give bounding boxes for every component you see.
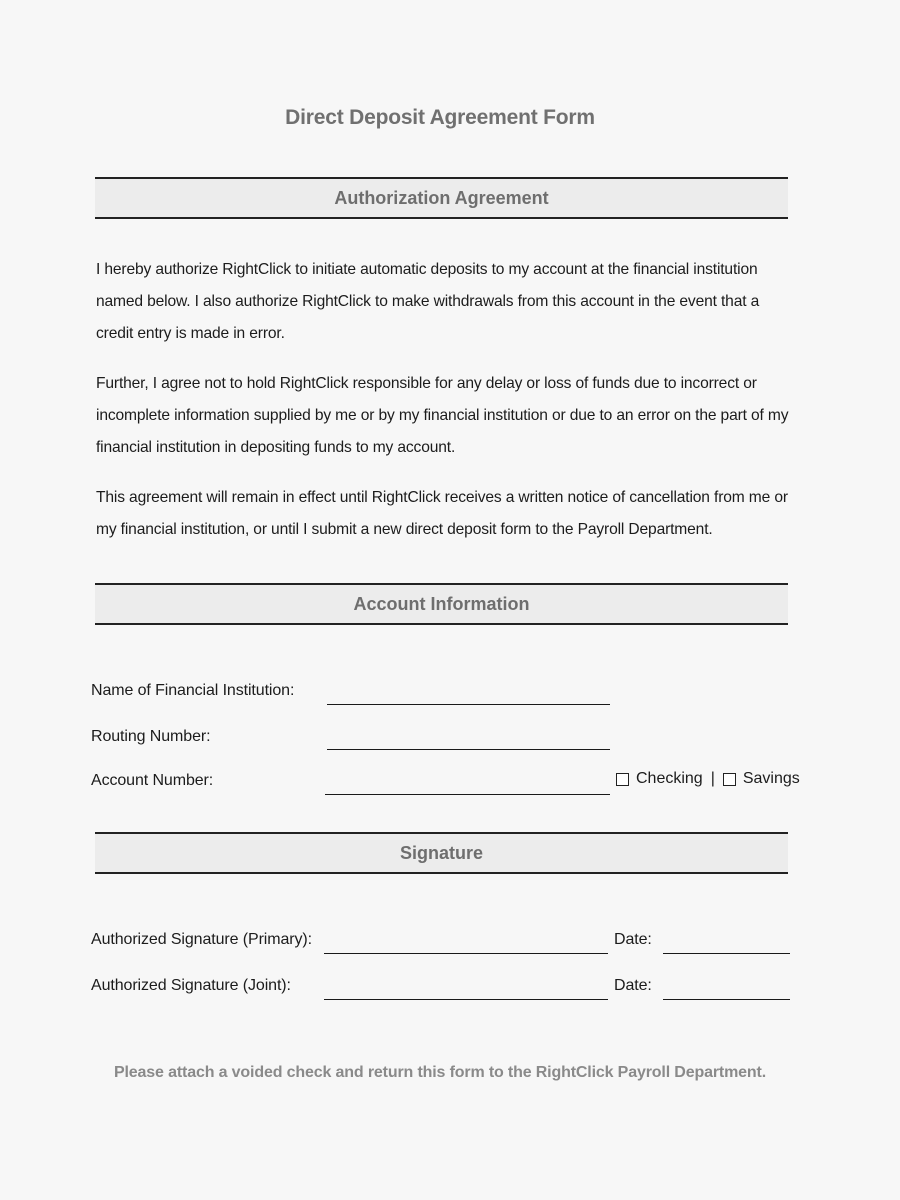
footer-note: Please attach a voided check and return this form to the RightClick Payroll Department.	[113, 1064, 766, 1081]
joint-date-field[interactable]	[663, 999, 790, 1000]
account-number-field[interactable]	[325, 794, 610, 795]
primary-signature-field[interactable]	[324, 953, 608, 954]
authorization-paragraph-3: This agreement will remain in effect until RightClick receives a written notice of cancellation from me or my financial institution, or until I submit a new direct deposit form to the Payroll Department.	[96, 489, 788, 538]
checking-label: Checking	[636, 770, 703, 787]
primary-signature-label: Authorized Signature (Primary):	[91, 931, 312, 948]
joint-signature-field[interactable]	[324, 999, 608, 1000]
account-type-options	[616, 770, 800, 788]
joint-date-label: Date:	[614, 977, 652, 994]
joint-signature-label: Authorized Signature (Joint):	[91, 977, 291, 994]
institution-field[interactable]	[327, 704, 610, 705]
checking-checkbox[interactable]	[616, 773, 629, 786]
section-heading-signature: Signature	[95, 832, 788, 874]
page-title: Direct Deposit Agreement Form	[285, 106, 595, 129]
section-heading-account: Account Information	[95, 583, 788, 625]
type-separator: |	[710, 770, 715, 787]
authorization-paragraph-1: I hereby authorize RightClick to initiate automatic deposits to my account at the financial institution named below. I also authorize RightClick to make withdrawals from this account in the event that a credit entry is made in error.	[96, 261, 760, 342]
savings-checkbox[interactable]	[723, 773, 736, 786]
account-number-label: Account Number:	[91, 772, 214, 789]
primary-date-label: Date:	[614, 931, 652, 948]
routing-label: Routing Number:	[91, 728, 211, 745]
primary-date-field[interactable]	[663, 953, 790, 954]
savings-label: Savings	[742, 770, 800, 787]
institution-label: Name of Financial Institution:	[91, 682, 295, 699]
authorization-paragraph-2: Further, I agree not to hold RightClick responsible for any delay or loss of funds due to incorrect or incomplete information supplied by me or by my financial institution or due to an error on the part of my financial institution in depositing funds to my account.	[96, 375, 789, 456]
routing-field[interactable]	[327, 749, 610, 750]
section-heading-authorization: Authorization Agreement	[95, 177, 788, 219]
